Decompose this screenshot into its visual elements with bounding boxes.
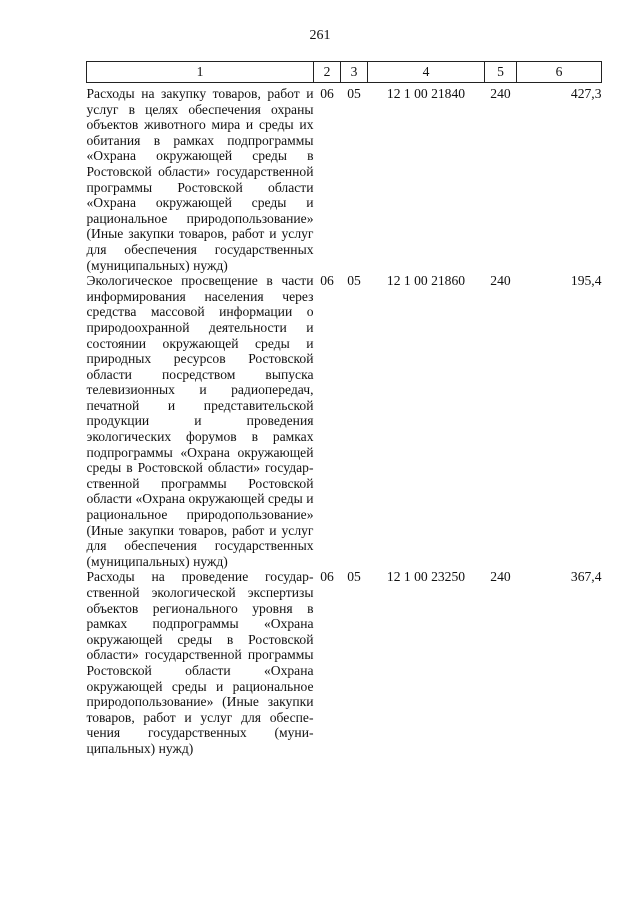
row-section: 06: [320, 569, 334, 585]
row-target-article: 12 1 00 21860: [386, 273, 466, 289]
row-description: Расходы на закупку товаров, работ и услуг в целях обеспечения охраны объектов животного мира и среды их обитания в рамках подпрограммы «Охрана окружающей среды в Ростовской области» государственной программы Ростовской области «Охрана окружающей среды и рациональное природопользование» (Иные закупки товаров, работ и услуг для обеспечения государственных (муниципальных) нужд): [86, 86, 314, 273]
row-expense-type: 240: [490, 569, 511, 585]
table-header: [87, 62, 602, 83]
row-subsection: 05: [347, 86, 361, 101]
column-header-3: 3: [341, 62, 368, 83]
row-description: Экологическое просвещение в части информирования населения через средства массовой информации о природоохранной деятельности и состоянии окружающей среды и природных ресурсов Ростовской области посредством выпуска телевизионных и радиопередач, печатной и представительской продукции и проведения экологических форумов в рамках подпрограммы «Охрана окружающей среды в Ростовской области» государственной программы Ростовской области «Охрана окружающей среды и рациональное природопользование» (Иные закупки товаров, работ и услуг для обеспечения государственных (муниципальных) нужд): [86, 273, 314, 569]
row-target-article: 12 1 00 21840: [386, 86, 466, 101]
row-section: 06: [320, 86, 334, 101]
row-amount: 195,4: [570, 273, 602, 289]
row-expense-type: 240: [490, 273, 511, 289]
row-subsection: 05: [347, 273, 361, 289]
row-expense-type: 240: [490, 86, 511, 101]
table-body: [87, 83, 602, 757]
row-target-article: 12 1 00 23250: [386, 569, 466, 585]
row-amount: 427,3: [570, 86, 602, 101]
table-row: [87, 569, 602, 756]
row-description: Расходы на проведение государственной экологической экспертизы объектов регионального уровня в рамках подпрограммы «Охрана окружающей среды в Ростовской области» государственной программы Ростовской области «Охрана окружающей среды и рациональное природопользование» (Иные закупки товаров, работ и услуг для обеспечения государственных (муниципальных) нужд): [86, 569, 314, 756]
row-amount: 367,4: [570, 569, 602, 585]
table-row: [87, 273, 602, 569]
column-header-6: 6: [517, 62, 602, 83]
column-header-1: 1: [87, 62, 314, 83]
header-row: [87, 62, 602, 83]
row-subsection: 05: [347, 569, 361, 585]
table-row: [87, 83, 602, 274]
row-section: 06: [320, 273, 334, 289]
budget-table: [86, 61, 602, 757]
column-header-4: 4: [368, 62, 485, 83]
page-number: 261: [309, 28, 331, 43]
column-header-2: 2: [314, 62, 341, 83]
column-header-5: 5: [485, 62, 517, 83]
